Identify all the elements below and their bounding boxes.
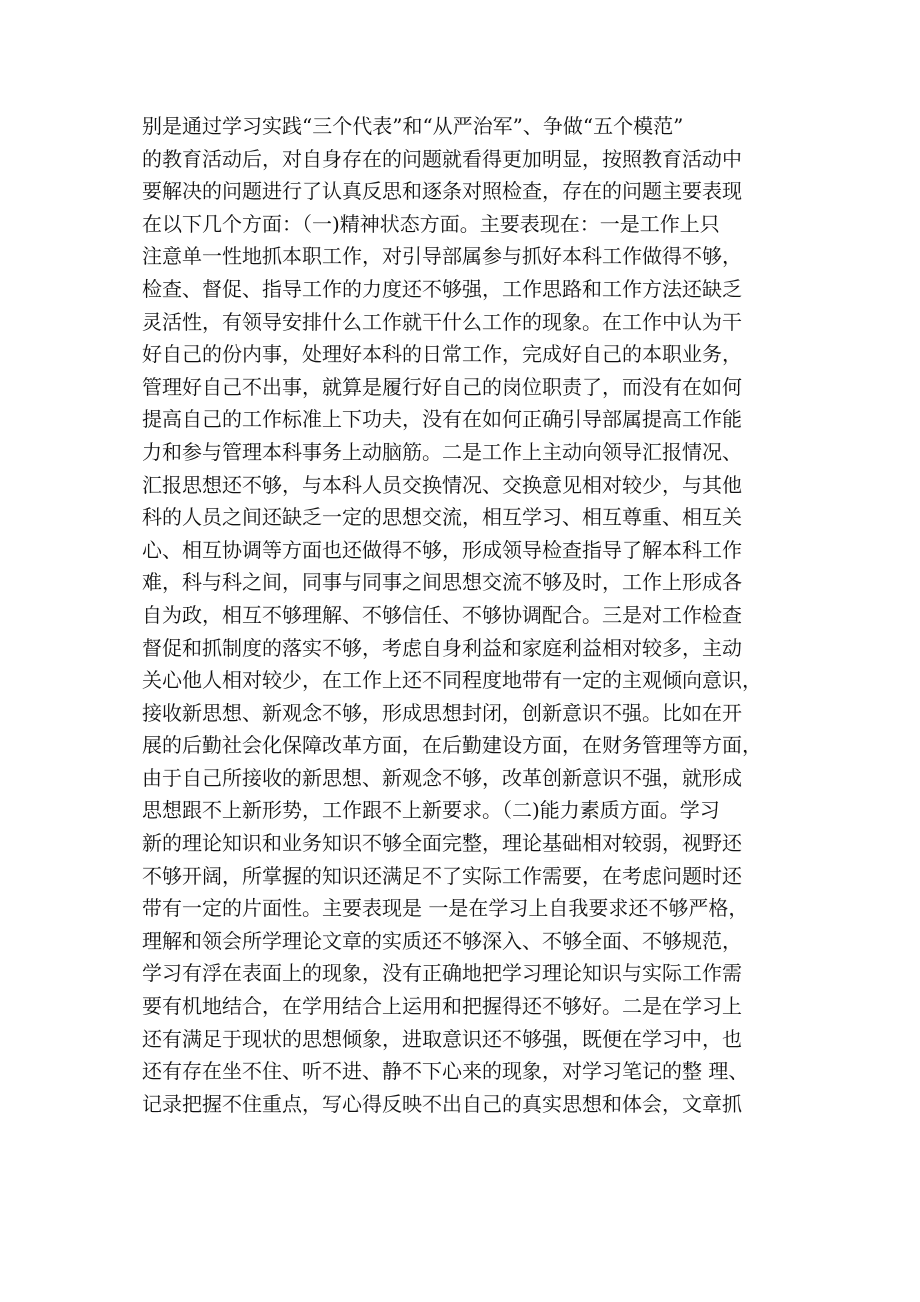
text-line: 理解和领会所学理论文章的实质还不够深入、不够全面、不够规范， xyxy=(142,928,742,953)
text-line: 难，科与科之间，同事与同事之间思想交流不够及时，工作上形成各 xyxy=(142,570,742,595)
text-line: 提高自己的工作标准上下功夫，没有在如何正确引导部属提高工作能 xyxy=(142,407,742,432)
text-line: 新的理论知识和业务知识不够全面完整，理论基础相对较弱，视野还 xyxy=(142,831,742,856)
text-line: 汇报思想还不够，与本科人员交换情况、交换意见相对较少，与其他 xyxy=(142,472,742,497)
text-line: 别是通过学习实践“三个代表”和“从严治军”、争做“五个模范” xyxy=(142,114,684,138)
text-line: 灵活性，有领导安排什么工作就干什么工作的现象。在工作中认为干 xyxy=(142,309,742,334)
text-line: 思想跟不上新形势，工作跟不上新要求。（二)能力素质方面。学习 xyxy=(142,798,720,823)
text-line: 好自己的份内事，处理好本科的日常工作，完成好自己的本职业务， xyxy=(142,342,742,367)
text-line: 的教育活动后，对自身存在的问题就看得更加明显，按照教育活动中 xyxy=(142,146,742,171)
text-line: 督促和抓制度的落实不够，考虑自身利益和家庭利益相对较多，主动 xyxy=(142,635,742,660)
text-line: 接收新思想、新观念不够，形成思想封闭，创新意识不强。比如在开 xyxy=(142,700,742,725)
text-line: 心、相互协调等方面也还做得不够，形成领导检查指导了解本科工作 xyxy=(142,537,742,562)
text-line: 力和参与管理本科事务上动脑筋。二是工作上主动向领导汇报情况、 xyxy=(142,439,742,464)
text-line: 要有机地结合，在学用结合上运用和把握得还不够好。二是在学习上 xyxy=(142,994,742,1019)
text-line: 检查、督促、指导工作的力度还不够强，工作思路和工作方法还缺乏 xyxy=(142,276,742,301)
text-line: 学习有浮在表面上的现象，没有正确地把学习理论知识与实际工作需 xyxy=(142,961,742,986)
text-line: 关心他人相对较少，在工作上还不同程度地带有一定的主观倾向意识， xyxy=(142,668,762,693)
text-line: 展的后勤社会化保障改革方面，在后勤建设方面，在财务管理等方面， xyxy=(142,733,762,758)
text-line: 还有满足于现状的思想倾象，进取意识还不够强，既便在学习中，也 xyxy=(142,1026,742,1051)
text-line: 由于自己所接收的新思想、新观念不够，改革创新意识不强，就形成 xyxy=(142,765,742,790)
text-line: 科的人员之间还缺乏一定的思想交流，相互学习、相互尊重、相互关 xyxy=(142,505,742,530)
text-line: 要解决的问题进行了认真反思和逐条对照检查，存在的问题主要表现 xyxy=(142,179,742,204)
text-line: 带有一定的片面性。主要表现是 一是在学习上自我要求还不够严格， xyxy=(142,896,749,921)
text-line: 注意单一性地抓本职工作，对引导部属参与抓好本科工作做得不够， xyxy=(142,244,742,269)
text-line: 不够开阔，所掌握的知识还满足不了实际工作需要，在考虑问题时还 xyxy=(142,863,742,888)
body-text xyxy=(142,110,792,1120)
text-line: 管理好自己不出事，就算是履行好自己的岗位职责了，而没有在如何 xyxy=(142,374,742,399)
text-line: 记录把握不住重点，写心得反映不出自己的真实思想和体会，文章抓 xyxy=(142,1091,742,1116)
text-line: 还有存在坐不住、听不进、静不下心来的现象，对学习笔记的整 理、 xyxy=(142,1059,749,1084)
text-line: 在以下几个方面：（一)精神状态方面。主要表现在：一是工作上只 xyxy=(142,211,720,236)
text-line: 自为政，相互不够理解、不够信任、不够协调配合。三是对工作检查 xyxy=(142,602,742,627)
